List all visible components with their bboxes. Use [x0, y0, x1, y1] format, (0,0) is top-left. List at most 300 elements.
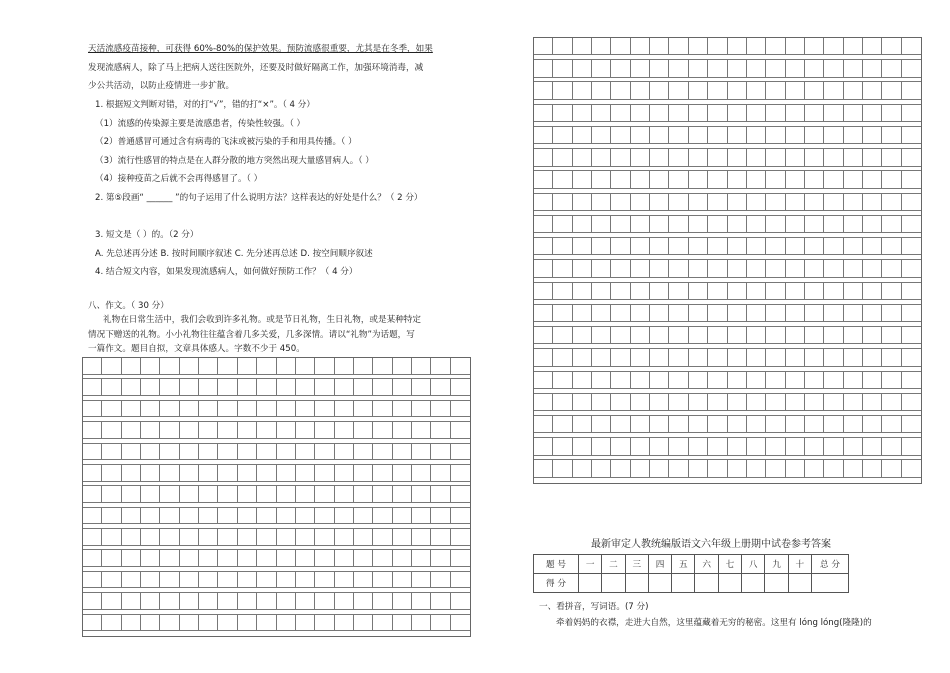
grid-cell[interactable] — [180, 379, 199, 396]
grid-cell[interactable] — [199, 444, 218, 461]
grid-cell[interactable] — [335, 379, 354, 396]
grid-cell[interactable] — [431, 486, 450, 503]
grid-cell[interactable] — [534, 105, 553, 122]
grid-cell[interactable] — [631, 38, 650, 55]
grid-cell[interactable] — [141, 550, 160, 567]
grid-cell[interactable] — [122, 486, 141, 503]
grid-cell[interactable] — [218, 508, 237, 525]
grid-cell[interactable] — [534, 216, 553, 233]
grid-cell[interactable] — [393, 401, 412, 418]
grid-cell[interactable] — [863, 238, 882, 255]
grid-cell[interactable] — [180, 572, 199, 589]
grid-cell[interactable] — [669, 105, 688, 122]
grid-cell[interactable] — [902, 372, 921, 389]
grid-cell[interactable] — [863, 149, 882, 166]
grid-cell[interactable] — [451, 465, 470, 482]
grid-cell[interactable] — [824, 394, 843, 411]
grid-cell[interactable] — [708, 372, 727, 389]
grid-cell[interactable] — [122, 593, 141, 610]
grid-cell[interactable] — [199, 422, 218, 439]
grid-cell[interactable] — [611, 349, 630, 366]
grid-cell[interactable] — [611, 216, 630, 233]
grid-cell[interactable] — [611, 283, 630, 300]
grid-cell[interactable] — [863, 216, 882, 233]
grid-cell[interactable] — [747, 327, 766, 344]
grid-cell[interactable] — [553, 105, 572, 122]
grid-cell[interactable] — [102, 593, 121, 610]
grid-cell[interactable] — [573, 260, 592, 277]
grid-cell[interactable] — [689, 105, 708, 122]
grid-cell[interactable] — [611, 194, 630, 211]
grid-cell[interactable] — [882, 438, 901, 455]
grid-cell[interactable] — [412, 401, 431, 418]
grid-cell[interactable] — [534, 171, 553, 188]
grid-cell[interactable] — [83, 401, 102, 418]
grid-cell[interactable] — [393, 572, 412, 589]
grid-cell[interactable] — [412, 486, 431, 503]
grid-cell[interactable] — [141, 465, 160, 482]
grid-cell[interactable] — [728, 149, 747, 166]
grid-cell[interactable] — [747, 238, 766, 255]
grid-cell[interactable] — [573, 82, 592, 99]
grid-cell[interactable] — [863, 283, 882, 300]
grid-cell[interactable] — [592, 416, 611, 433]
grid-cell[interactable] — [102, 422, 121, 439]
grid-cell[interactable] — [573, 38, 592, 55]
grid-cell[interactable] — [611, 127, 630, 144]
grid-cell[interactable] — [199, 593, 218, 610]
grid-cell[interactable] — [882, 260, 901, 277]
grid-cell[interactable] — [180, 550, 199, 567]
grid-cell[interactable] — [611, 305, 630, 322]
grid-cell[interactable] — [766, 238, 785, 255]
grid-cell[interactable] — [83, 379, 102, 396]
grid-cell[interactable] — [573, 327, 592, 344]
grid-cell[interactable] — [534, 149, 553, 166]
grid-cell[interactable] — [844, 194, 863, 211]
grid-cell[interactable] — [650, 105, 669, 122]
grid-cell[interactable] — [824, 438, 843, 455]
grid-cell[interactable] — [805, 260, 824, 277]
grid-cell[interactable] — [296, 508, 315, 525]
grid-cell[interactable] — [238, 358, 257, 375]
grid-cell[interactable] — [805, 194, 824, 211]
grid-cell[interactable] — [122, 401, 141, 418]
grid-cell[interactable] — [805, 460, 824, 477]
grid-cell[interactable] — [728, 105, 747, 122]
grid-cell[interactable] — [335, 444, 354, 461]
grid-cell[interactable] — [393, 593, 412, 610]
grid-cell[interactable] — [122, 508, 141, 525]
grid-cell[interactable] — [218, 465, 237, 482]
grid-cell[interactable] — [708, 194, 727, 211]
grid-cell[interactable] — [805, 394, 824, 411]
grid-cell[interactable] — [882, 238, 901, 255]
grid-cell[interactable] — [412, 508, 431, 525]
grid-cell[interactable] — [412, 444, 431, 461]
grid-cell[interactable] — [669, 60, 688, 77]
grid-cell[interactable] — [611, 260, 630, 277]
grid-cell[interactable] — [373, 379, 392, 396]
grid-cell[interactable] — [631, 416, 650, 433]
grid-cell[interactable] — [650, 460, 669, 477]
grid-cell[interactable] — [573, 127, 592, 144]
grid-cell[interactable] — [902, 394, 921, 411]
grid-cell[interactable] — [669, 82, 688, 99]
grid-cell[interactable] — [238, 593, 257, 610]
grid-cell[interactable] — [766, 149, 785, 166]
grid-cell[interactable] — [354, 358, 373, 375]
grid-cell[interactable] — [199, 508, 218, 525]
grid-cell[interactable] — [296, 615, 315, 632]
grid-cell[interactable] — [669, 305, 688, 322]
grid-cell[interactable] — [747, 60, 766, 77]
grid-cell[interactable] — [708, 38, 727, 55]
grid-cell[interactable] — [689, 171, 708, 188]
grid-cell[interactable] — [122, 444, 141, 461]
grid-cell[interactable] — [786, 460, 805, 477]
grid-cell[interactable] — [863, 171, 882, 188]
grid-cell[interactable] — [122, 550, 141, 567]
grid-cell[interactable] — [553, 460, 572, 477]
grid-cell[interactable] — [534, 327, 553, 344]
grid-cell[interactable] — [786, 238, 805, 255]
grid-cell[interactable] — [354, 550, 373, 567]
grid-cell[interactable] — [553, 305, 572, 322]
grid-cell[interactable] — [669, 149, 688, 166]
grid-cell[interactable] — [160, 529, 179, 546]
grid-cell[interactable] — [631, 171, 650, 188]
grid-cell[interactable] — [122, 422, 141, 439]
grid-cell[interactable] — [218, 593, 237, 610]
grid-cell[interactable] — [141, 529, 160, 546]
grid-cell[interactable] — [180, 422, 199, 439]
grid-cell[interactable] — [747, 283, 766, 300]
grid-cell[interactable] — [141, 358, 160, 375]
answer-writing-grid[interactable] — [533, 37, 922, 484]
grid-cell[interactable] — [451, 529, 470, 546]
grid-cell[interactable] — [728, 372, 747, 389]
score-cell[interactable] — [602, 574, 625, 593]
grid-cell[interactable] — [669, 127, 688, 144]
grid-cell[interactable] — [199, 572, 218, 589]
grid-cell[interactable] — [592, 127, 611, 144]
grid-cell[interactable] — [669, 38, 688, 55]
grid-cell[interactable] — [393, 486, 412, 503]
grid-cell[interactable] — [296, 401, 315, 418]
grid-cell[interactable] — [335, 486, 354, 503]
grid-cell[interactable] — [553, 416, 572, 433]
grid-cell[interactable] — [669, 349, 688, 366]
grid-cell[interactable] — [844, 238, 863, 255]
grid-cell[interactable] — [354, 379, 373, 396]
grid-cell[interactable] — [199, 615, 218, 632]
grid-cell[interactable] — [747, 216, 766, 233]
grid-cell[interactable] — [844, 416, 863, 433]
grid-cell[interactable] — [766, 105, 785, 122]
grid-cell[interactable] — [708, 216, 727, 233]
grid-cell[interactable] — [335, 508, 354, 525]
grid-cell[interactable] — [805, 171, 824, 188]
grid-cell[interactable] — [766, 416, 785, 433]
grid-cell[interactable] — [689, 460, 708, 477]
grid-cell[interactable] — [689, 305, 708, 322]
grid-cell[interactable] — [747, 460, 766, 477]
grid-cell[interactable] — [83, 444, 102, 461]
grid-cell[interactable] — [218, 444, 237, 461]
grid-cell[interactable] — [882, 194, 901, 211]
grid-cell[interactable] — [315, 529, 334, 546]
grid-cell[interactable] — [218, 572, 237, 589]
grid-cell[interactable] — [160, 465, 179, 482]
grid-cell[interactable] — [573, 460, 592, 477]
grid-cell[interactable] — [451, 379, 470, 396]
grid-cell[interactable] — [160, 615, 179, 632]
grid-cell[interactable] — [650, 260, 669, 277]
grid-cell[interactable] — [257, 508, 276, 525]
grid-cell[interactable] — [354, 422, 373, 439]
grid-cell[interactable] — [238, 465, 257, 482]
grid-cell[interactable] — [728, 127, 747, 144]
grid-cell[interactable] — [708, 238, 727, 255]
grid-cell[interactable] — [573, 283, 592, 300]
grid-cell[interactable] — [728, 238, 747, 255]
grid-cell[interactable] — [786, 216, 805, 233]
grid-cell[interactable] — [335, 615, 354, 632]
grid-cell[interactable] — [611, 327, 630, 344]
grid-cell[interactable] — [747, 372, 766, 389]
grid-cell[interactable] — [218, 486, 237, 503]
grid-cell[interactable] — [650, 216, 669, 233]
grid-cell[interactable] — [689, 127, 708, 144]
grid-cell[interactable] — [393, 358, 412, 375]
grid-cell[interactable] — [141, 379, 160, 396]
grid-cell[interactable] — [844, 372, 863, 389]
grid-cell[interactable] — [122, 572, 141, 589]
grid-cell[interactable] — [373, 593, 392, 610]
grid-cell[interactable] — [650, 349, 669, 366]
grid-cell[interactable] — [102, 529, 121, 546]
grid-cell[interactable] — [160, 444, 179, 461]
grid-cell[interactable] — [592, 194, 611, 211]
grid-cell[interactable] — [805, 38, 824, 55]
grid-cell[interactable] — [611, 438, 630, 455]
grid-cell[interactable] — [412, 572, 431, 589]
grid-cell[interactable] — [296, 593, 315, 610]
grid-cell[interactable] — [592, 372, 611, 389]
grid-cell[interactable] — [160, 486, 179, 503]
grid-cell[interactable] — [257, 379, 276, 396]
grid-cell[interactable] — [83, 486, 102, 503]
grid-cell[interactable] — [102, 508, 121, 525]
grid-cell[interactable] — [102, 358, 121, 375]
grid-cell[interactable] — [83, 550, 102, 567]
grid-cell[interactable] — [373, 444, 392, 461]
grid-cell[interactable] — [180, 486, 199, 503]
grid-cell[interactable] — [611, 149, 630, 166]
grid-cell[interactable] — [844, 283, 863, 300]
grid-cell[interactable] — [689, 438, 708, 455]
grid-cell[interactable] — [277, 529, 296, 546]
grid-cell[interactable] — [631, 105, 650, 122]
grid-cell[interactable] — [786, 149, 805, 166]
grid-cell[interactable] — [824, 60, 843, 77]
grid-cell[interactable] — [631, 283, 650, 300]
grid-cell[interactable] — [238, 508, 257, 525]
grid-cell[interactable] — [882, 349, 901, 366]
grid-cell[interactable] — [863, 105, 882, 122]
score-cell[interactable] — [765, 574, 788, 593]
grid-cell[interactable] — [766, 394, 785, 411]
grid-cell[interactable] — [689, 372, 708, 389]
grid-cell[interactable] — [689, 149, 708, 166]
grid-cell[interactable] — [315, 465, 334, 482]
grid-cell[interactable] — [412, 422, 431, 439]
grid-cell[interactable] — [902, 327, 921, 344]
grid-cell[interactable] — [122, 379, 141, 396]
grid-cell[interactable] — [122, 358, 141, 375]
grid-cell[interactable] — [296, 529, 315, 546]
grid-cell[interactable] — [728, 60, 747, 77]
grid-cell[interactable] — [257, 529, 276, 546]
grid-cell[interactable] — [431, 358, 450, 375]
grid-cell[interactable] — [431, 615, 450, 632]
grid-cell[interactable] — [805, 327, 824, 344]
grid-cell[interactable] — [766, 305, 785, 322]
grid-cell[interactable] — [805, 305, 824, 322]
grid-cell[interactable] — [631, 194, 650, 211]
grid-cell[interactable] — [650, 127, 669, 144]
grid-cell[interactable] — [296, 422, 315, 439]
grid-cell[interactable] — [728, 194, 747, 211]
grid-cell[interactable] — [553, 194, 572, 211]
grid-cell[interactable] — [824, 327, 843, 344]
grid-cell[interactable] — [805, 82, 824, 99]
grid-cell[interactable] — [882, 127, 901, 144]
grid-cell[interactable] — [708, 260, 727, 277]
grid-cell[interactable] — [373, 508, 392, 525]
grid-cell[interactable] — [728, 216, 747, 233]
grid-cell[interactable] — [393, 379, 412, 396]
grid-cell[interactable] — [83, 593, 102, 610]
grid-cell[interactable] — [592, 260, 611, 277]
grid-cell[interactable] — [824, 194, 843, 211]
grid-cell[interactable] — [708, 105, 727, 122]
grid-cell[interactable] — [553, 260, 572, 277]
grid-cell[interactable] — [650, 60, 669, 77]
grid-cell[interactable] — [102, 615, 121, 632]
grid-cell[interactable] — [766, 460, 785, 477]
grid-cell[interactable] — [728, 283, 747, 300]
grid-cell[interactable] — [863, 372, 882, 389]
grid-cell[interactable] — [373, 529, 392, 546]
grid-cell[interactable] — [102, 465, 121, 482]
grid-cell[interactable] — [611, 82, 630, 99]
grid-cell[interactable] — [335, 358, 354, 375]
grid-cell[interactable] — [218, 358, 237, 375]
grid-cell[interactable] — [83, 572, 102, 589]
grid-cell[interactable] — [354, 615, 373, 632]
grid-cell[interactable] — [882, 372, 901, 389]
grid-cell[interactable] — [257, 401, 276, 418]
grid-cell[interactable] — [863, 460, 882, 477]
grid-cell[interactable] — [534, 416, 553, 433]
grid-cell[interactable] — [631, 238, 650, 255]
grid-cell[interactable] — [728, 327, 747, 344]
grid-cell[interactable] — [315, 615, 334, 632]
grid-cell[interactable] — [611, 60, 630, 77]
grid-cell[interactable] — [180, 508, 199, 525]
grid-cell[interactable] — [708, 416, 727, 433]
grid-cell[interactable] — [83, 508, 102, 525]
grid-cell[interactable] — [631, 260, 650, 277]
grid-cell[interactable] — [824, 149, 843, 166]
grid-cell[interactable] — [141, 422, 160, 439]
grid-cell[interactable] — [824, 416, 843, 433]
grid-cell[interactable] — [141, 615, 160, 632]
grid-cell[interactable] — [882, 327, 901, 344]
grid-cell[interactable] — [650, 305, 669, 322]
grid-cell[interactable] — [199, 550, 218, 567]
grid-cell[interactable] — [373, 486, 392, 503]
grid-cell[interactable] — [592, 60, 611, 77]
grid-cell[interactable] — [747, 82, 766, 99]
grid-cell[interactable] — [412, 379, 431, 396]
grid-cell[interactable] — [669, 460, 688, 477]
grid-cell[interactable] — [863, 60, 882, 77]
grid-cell[interactable] — [354, 593, 373, 610]
grid-cell[interactable] — [315, 379, 334, 396]
grid-cell[interactable] — [335, 593, 354, 610]
grid-cell[interactable] — [902, 416, 921, 433]
grid-cell[interactable] — [786, 171, 805, 188]
grid-cell[interactable] — [708, 82, 727, 99]
grid-cell[interactable] — [728, 38, 747, 55]
grid-cell[interactable] — [412, 529, 431, 546]
grid-cell[interactable] — [553, 216, 572, 233]
grid-cell[interactable] — [257, 486, 276, 503]
grid-cell[interactable] — [824, 127, 843, 144]
grid-cell[interactable] — [199, 401, 218, 418]
grid-cell[interactable] — [786, 260, 805, 277]
grid-cell[interactable] — [902, 127, 921, 144]
grid-cell[interactable] — [902, 194, 921, 211]
grid-cell[interactable] — [277, 358, 296, 375]
grid-cell[interactable] — [277, 550, 296, 567]
grid-cell[interactable] — [451, 401, 470, 418]
grid-cell[interactable] — [844, 349, 863, 366]
grid-cell[interactable] — [257, 572, 276, 589]
grid-cell[interactable] — [180, 529, 199, 546]
grid-cell[interactable] — [373, 550, 392, 567]
grid-cell[interactable] — [669, 216, 688, 233]
grid-cell[interactable] — [534, 283, 553, 300]
grid-cell[interactable] — [534, 349, 553, 366]
grid-cell[interactable] — [238, 444, 257, 461]
grid-cell[interactable] — [689, 260, 708, 277]
grid-cell[interactable] — [296, 572, 315, 589]
grid-cell[interactable] — [315, 593, 334, 610]
grid-cell[interactable] — [766, 438, 785, 455]
grid-cell[interactable] — [277, 444, 296, 461]
grid-cell[interactable] — [296, 486, 315, 503]
grid-cell[interactable] — [451, 550, 470, 567]
grid-cell[interactable] — [805, 416, 824, 433]
grid-cell[interactable] — [553, 149, 572, 166]
grid-cell[interactable] — [592, 105, 611, 122]
grid-cell[interactable] — [882, 82, 901, 99]
grid-cell[interactable] — [573, 216, 592, 233]
